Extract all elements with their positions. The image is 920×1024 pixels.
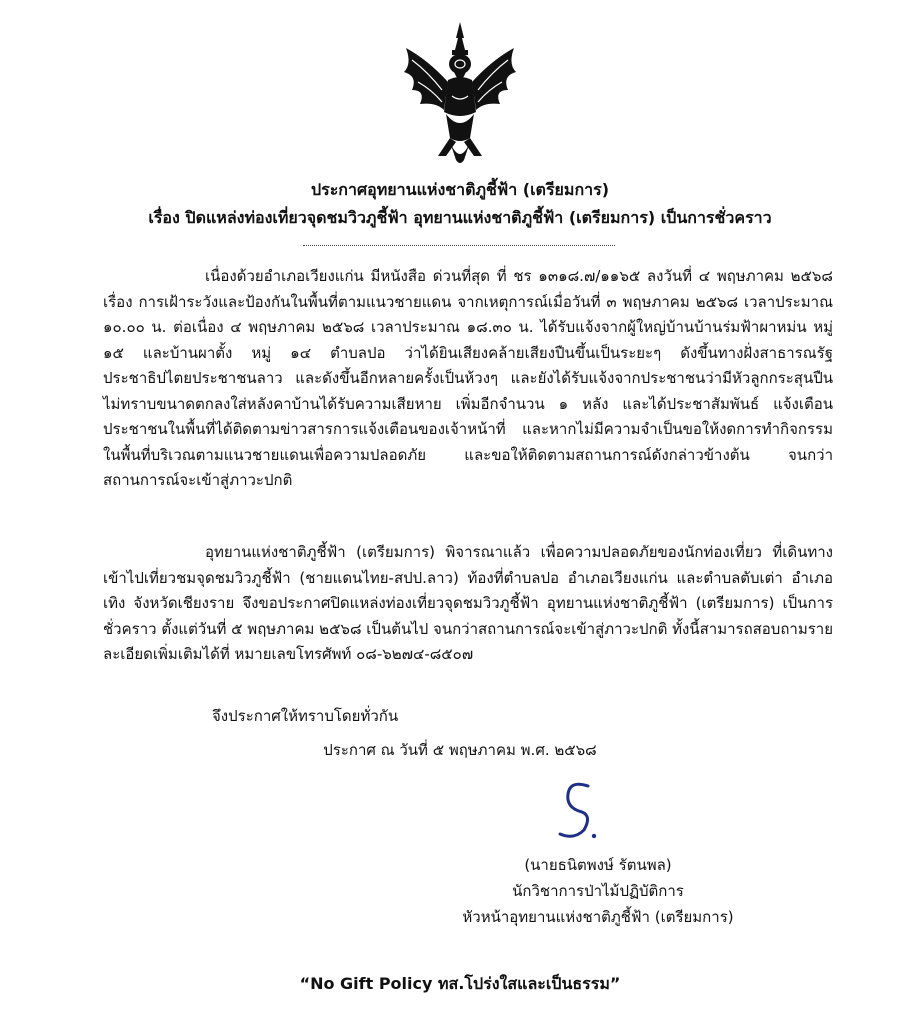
signatory-role: หัวหน้าอุทยานแห่งชาติภูชี้ฟ้า (เตรียมการ) xyxy=(462,908,734,926)
handwritten-signature xyxy=(548,778,608,844)
body-paragraph-2: อุทยานแห่งชาติภูชี้ฟ้า (เตรียมการ) พิจารณาแล้ว เพื่อความปลอดภัยของนักท่องเที่ยว ที่เดินทางเข้าไปเที่ยวชมจุดชมวิวภูชี้ฟ้า (ชายแดนไทย-สปป.ลาว) ท้องที่ตำบลปอ อำเภอเวียงแก่น และตำบลตับเต่า อำเภอเทิง จังหวัดเชียงราย จึงขอประกาศปิดแหล่งท่องเที่ยวจุดชมวิวภูชี้ฟ้า อุทยานแห่งชาติภูชี้ฟ้า (เตรียมการ) เป็นการชั่วคราว ตั้งแต่วันที่ ๕ พฤษภาคม ๒๕๖๘ เป็นต้นไป จนกว่าสถานการณ์จะเข้าสู่ภาวะปกติ ทั้งนี้สามารถสอบถามรายละเอียดเพิ่มเติมได้ที่ หมายเลขโทรศัพท์ ๐๘-๖๒๗๔-๘๕๐๗ xyxy=(103,543,833,663)
announcement-title: ประกาศอุทยานแห่งชาติภูชี้ฟ้า (เตรียมการ) xyxy=(310,180,610,199)
announce-line: จึงประกาศให้ทราบโดยทั่วกัน xyxy=(212,707,399,725)
signatory-position: นักวิชาการป่าไม้ปฏิบัติการ xyxy=(512,882,684,900)
dotted-divider xyxy=(303,245,615,246)
footer-slogan: “No Gift Policy ทส.โปร่งใสและเป็นธรรม” xyxy=(299,974,621,993)
announcement-date: ประกาศ ณ วันที่ ๕ พฤษภาคม พ.ศ. ๒๕๖๘ xyxy=(323,741,597,759)
signatory-name: (นายธนิตพงษ์ รัตนพล) xyxy=(524,856,672,874)
announcement-subject: เรื่อง ปิดแหล่งท่องเที่ยวจุดชมวิวภูชี้ฟ้า อุทยานแห่งชาติภูชี้ฟ้า (เตรียมการ) เป็นการชั่วคราว xyxy=(148,208,772,227)
garuda-emblem-icon xyxy=(398,20,522,168)
body-paragraph-1: เนื่องด้วยอำเภอเวียงแก่น มีหนังสือ ด่วนที่สุด ที่ ชร ๑๓๑๘.๗/๑๑๖๕ ลงวันที่ ๔ พฤษภาคม ๒๕๖๘ เรื่อง การเฝ้าระวังและป้องกันในพื้นที่ตามแนวชายแดน จากเหตุการณ์เมื่อวันที่ ๓ พฤษภาคม ๒๕๖๘ เวลาประมาณ ๑๐.๐๐ น. ต่อเนื่อง ๔ พฤษภาคม ๒๕๖๘ เวลาประมาณ ๑๘.๓๐ น. ได้รับแจ้งจากผู้ใหญ่บ้านบ้านร่มฟ้าผาหม่น หมู่ ๑๕ และบ้านผาตั้ง หมู่ ๑๔ ตำบลปอ ว่าได้ยินเสียงคล้ายเสียงปืนขึ้นเป็นระยะๆ ดังขึ้นทางฝั่งสาธารณรัฐประชาธิปไตยประชาชนลาว และดังขึ้นอีกหลายครั้งเป็นห้วงๆ และยังได้รับแจ้งจากประชาชนว่ามีหัวลูกกระสุนปืนไม่ทราบขนาดตกลงใส่หลังคาบ้านได้รับความเสียหาย เพิ่มอีกจำนวน ๑ หลัง และได้ประชาสัมพันธ์ แจ้งเตือนประชาชนในพื้นที่ได้ติดตามข่าวสารการแจ้งเตือนของเจ้าหน้าที่ และหากไม่มีความจำเป็นขอให้งดการทำกิจกรรมในพื้นที่บริเวณตามแนวชายแดนเพื่อความปลอดภัย และขอให้ติดตามสถานการณ์ดังกล่าวข้างต้น จนกว่าสถานการณ์จะเข้าสู่ภาวะปกติ xyxy=(103,267,833,489)
signature-block xyxy=(420,852,776,930)
